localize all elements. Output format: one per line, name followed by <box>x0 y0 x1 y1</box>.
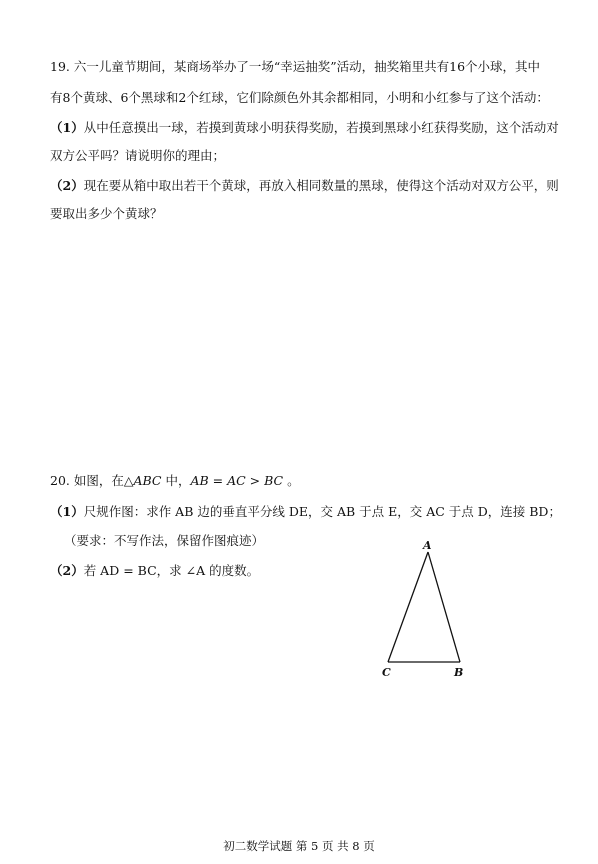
vertex-label-c: C <box>382 666 391 679</box>
q20-part-1 <box>50 503 561 521</box>
q19-part-2-text: 现在要从箱中取出若干个黄球，再放入相同数量的黑球，使得这个活动对双方公平，则 <box>83 178 559 193</box>
page-footer: 初二数学试题 第 5 页 共 8 页 <box>223 839 375 853</box>
q19-part-1-label: （1） <box>50 120 84 135</box>
q20-intro <box>50 472 300 490</box>
side-ab <box>428 552 460 662</box>
q20-part-2-label: （2） <box>50 563 84 578</box>
triangle-svg <box>378 536 478 682</box>
q19-part-1-line-2: 双方公平吗？请说明你的理由； <box>50 148 226 163</box>
q20-intro-mid: 中， <box>161 473 191 488</box>
vertex-label-a: A <box>423 539 432 552</box>
q20-part-2 <box>50 562 259 580</box>
q19-part-2-label: （2） <box>50 178 84 193</box>
q20-triangle-symbol: △ABC <box>123 473 162 488</box>
vertex-label-b: B <box>454 666 464 679</box>
q19-part-2-line-2: 要取出多少个黄球？ <box>50 206 163 221</box>
q20-intro-end: 。 <box>283 473 300 488</box>
q20-note: （要求：不写作法，保留作图痕迹） <box>64 533 265 548</box>
q20-intro-prefix: 20. 如图，在 <box>50 473 124 488</box>
q20-part-2-text: 若 AD = BC，求 ∠A 的度数。 <box>83 563 260 578</box>
q20-part-1-label: （1） <box>50 504 84 519</box>
q19-line-1: 19. 六一儿童节期间，某商场举办了一场“幸运抽奖”活动，抽奖箱里共有16个小球，其中 <box>50 59 541 74</box>
side-ac <box>388 552 428 662</box>
q20-condition: AB = AC > BC <box>190 473 284 488</box>
q19-line-2: 有8个黄球、6个黑球和2个红球，它们除颜色外其余都相同，小明和小红参与了这个活动： <box>50 90 549 105</box>
q19-part-1-line-1 <box>50 119 559 137</box>
triangle-figure <box>378 536 478 682</box>
q19-part-1-text: 从中任意摸出一球，若摸到黄球小明获得奖励，若摸到黑球小红获得奖励，这个活动对 <box>83 120 559 135</box>
q20-part-1-text: 尺规作图：求作 AB 边的垂直平分线 DE，交 AB 于点 E，交 AC 于点 D，连接 BD； <box>83 504 561 519</box>
q19-part-2-line-1 <box>50 177 559 195</box>
